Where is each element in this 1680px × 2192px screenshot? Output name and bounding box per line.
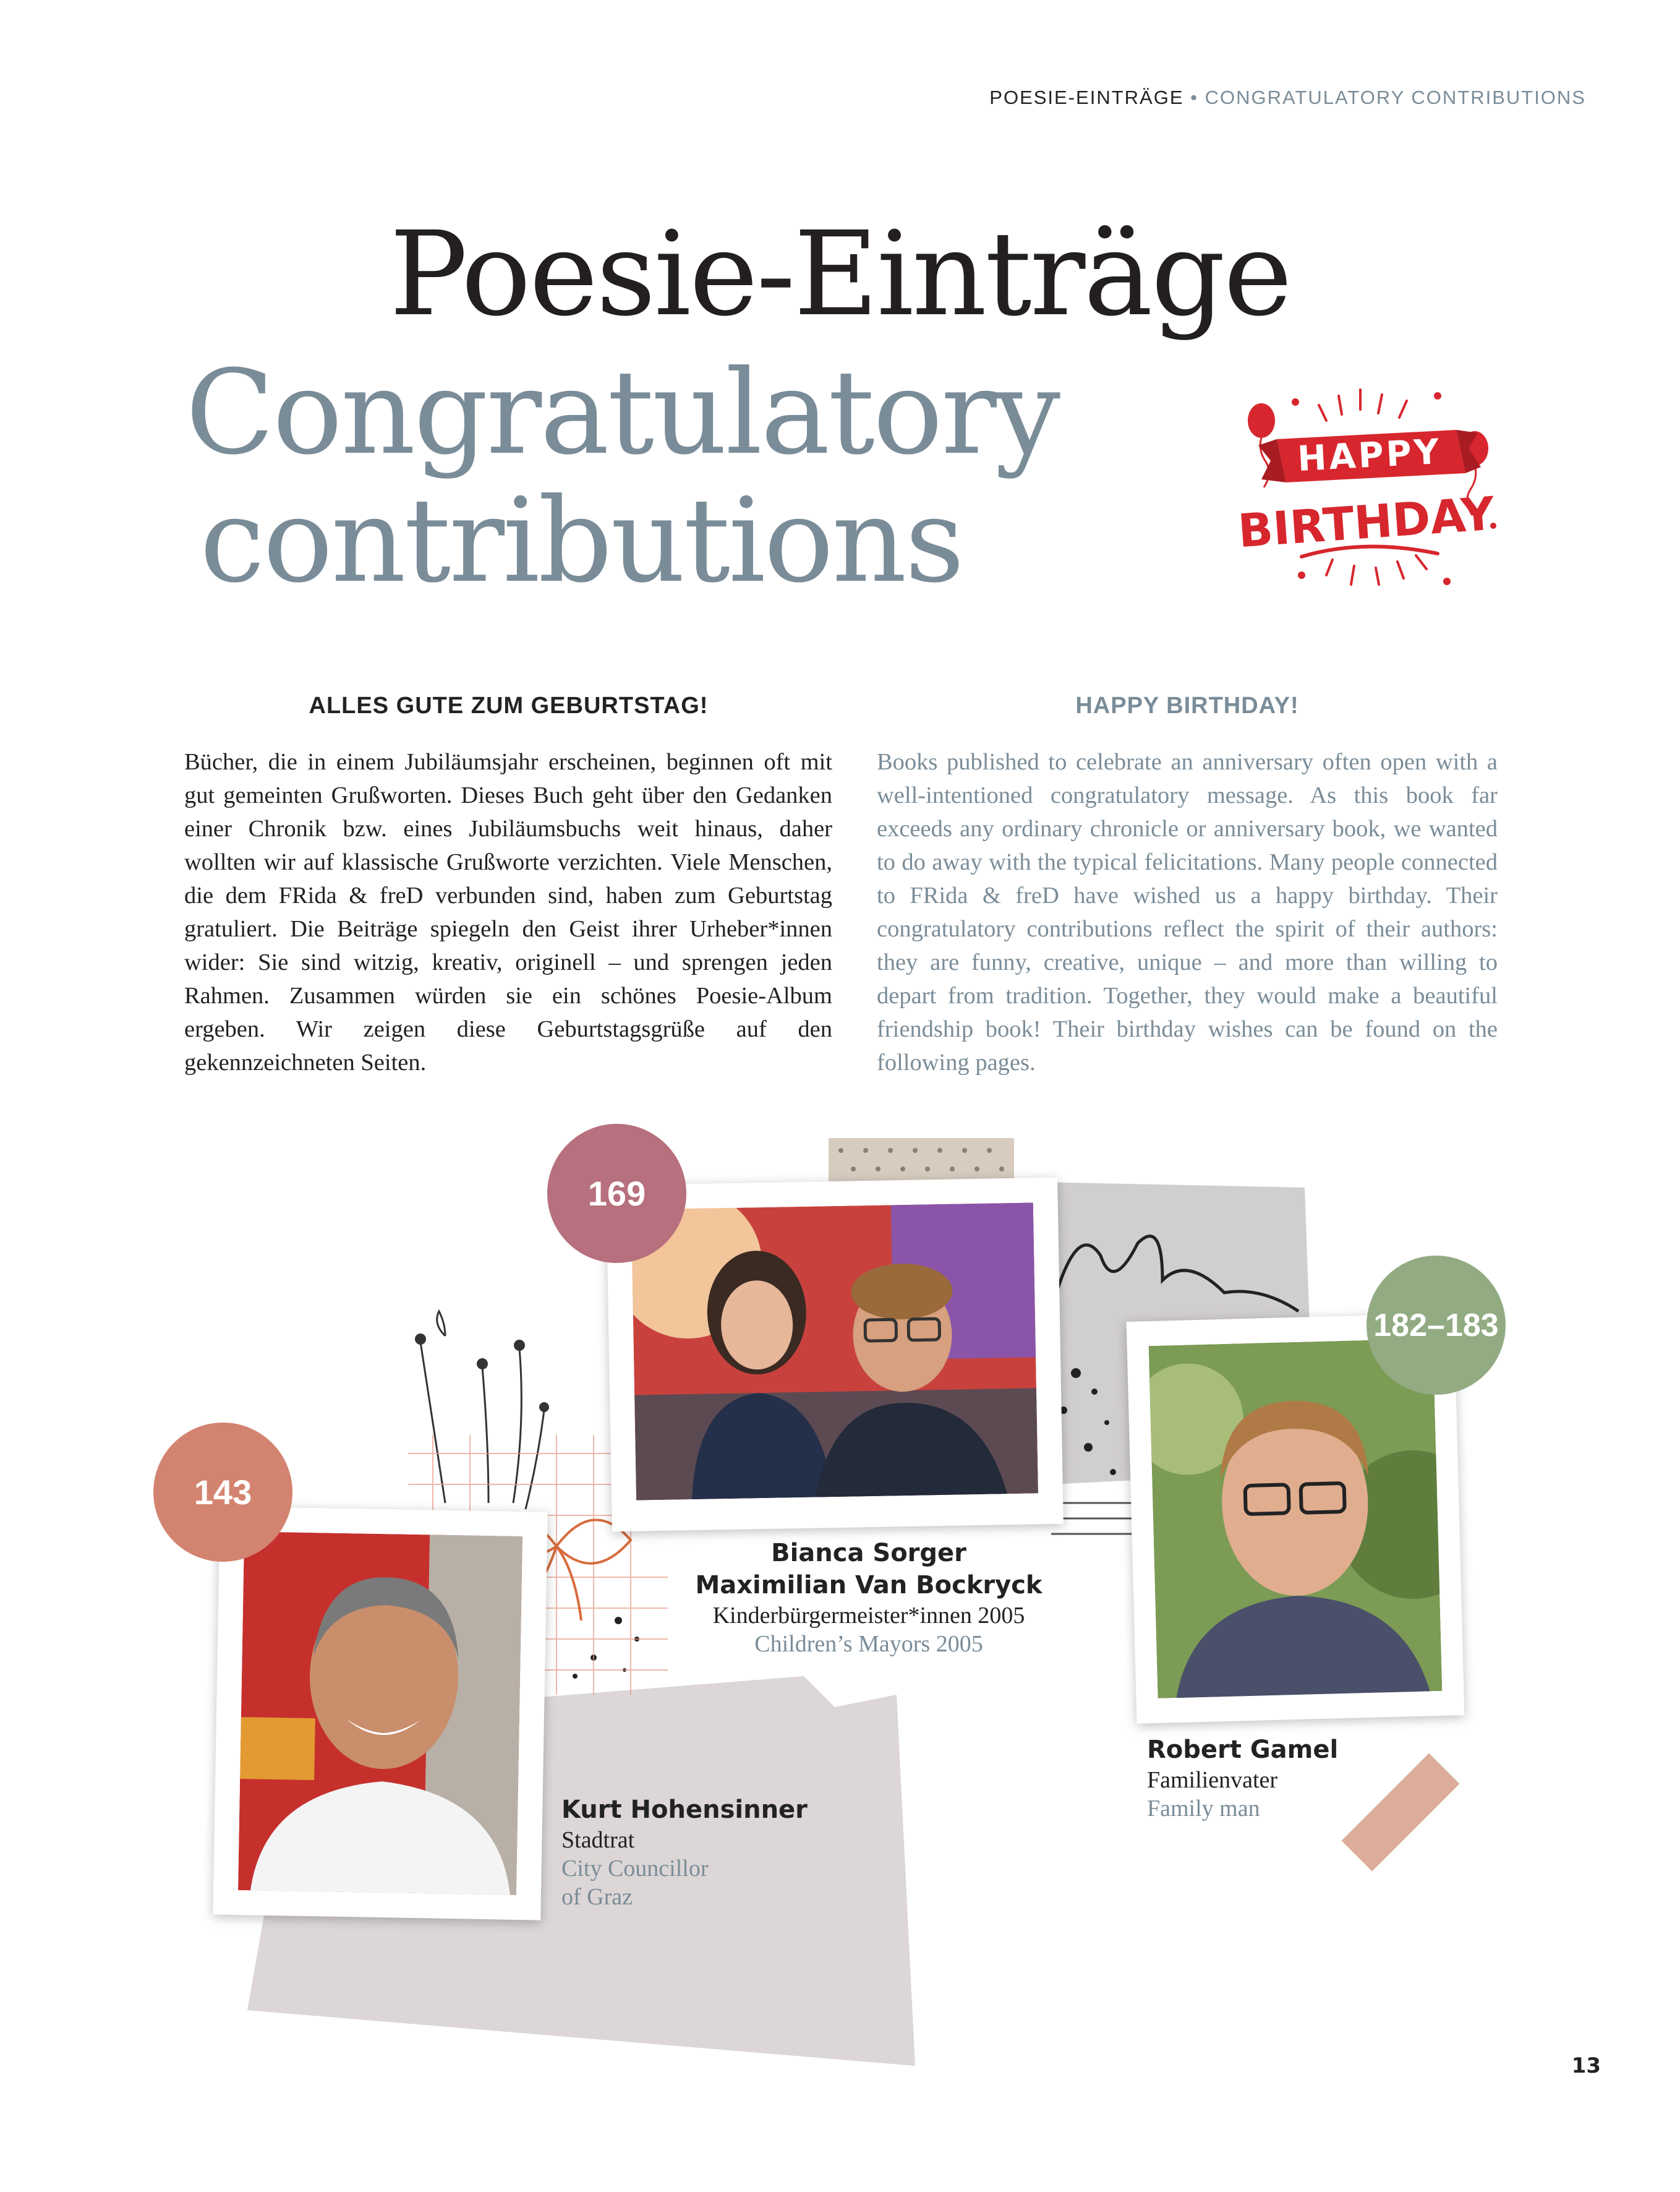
title-english (185, 345, 1059, 609)
title-english-line1: Congratulatory (185, 345, 1059, 481)
photo-bianca-maximilian (631, 1202, 1038, 1500)
body-english: Books published to celebrate an anniversary often open with a well-intentioned congratulatory message. As this book far exceeds any ordinary chronicle or anniversary book, we wanted to do away with the typical felicitations. Many people connected to FRida & freD have wished us a happy birthday. Their congratulatory contributions reflect the spirit of their authors: they are funny, creative, unique – and more than willing to depart from tradition. Together, they would make a beautiful friendship book! Their birthday wishes can be found on the following pages. (877, 749, 1498, 1076)
running-head-de: POESIE-EINTRÄGE (989, 87, 1184, 108)
photo-kurt (238, 1531, 522, 1895)
running-head (989, 87, 1586, 109)
role-de-stadtrat: Stadtrat (561, 1827, 635, 1853)
heading-english: HAPPY BIRTHDAY! (1075, 693, 1299, 719)
running-head-separator: • (1190, 87, 1198, 108)
burst-lines (1319, 390, 1426, 584)
page-badge-143: 143 (153, 1423, 292, 1562)
name-maximilian: Maximilian Van Bockryck (695, 1571, 1043, 1599)
name-robert: Robert Gamel (1147, 1736, 1339, 1764)
photo-frame-kurt (213, 1506, 547, 1920)
page-number: 13 (1571, 2053, 1601, 2078)
heading-german: ALLES GUTE ZUM GEBURTSTAG! (309, 693, 709, 719)
name-kurt: Kurt Hohensinner (561, 1796, 808, 1824)
page-badge-182-183: 182–183 (1367, 1256, 1506, 1395)
role-de-children-mayors: Kinderbürgermeister*innen 2005 (712, 1603, 1025, 1629)
sparkle-icons (1243, 392, 1496, 585)
running-head-en: CONGRATULATORY CONTRIBUTIONS (1205, 87, 1586, 108)
sticker-line2: BIRTHDAY (1236, 487, 1496, 559)
page-badge-169: 169 (547, 1124, 686, 1263)
photo-robert (1149, 1338, 1443, 1698)
role-en-of-graz: of Graz (561, 1884, 633, 1910)
role-en-city-councillor: City Councillor (561, 1856, 709, 1882)
role-en-children-mayors: Children’s Mayors 2005 (754, 1631, 983, 1657)
caption-kurt (561, 1794, 871, 1911)
body-german: Bücher, die in einem Jubiläumsjahr erscheinen, beginnen oft mit gut gemeinten Grußworten. Dieses Buch geht über den Gedanken einer Chronik bzw. eines Jubiläumsbuchs weit hinaus, daher wollten wir auf klassische Grußworte verzichten. Viele Menschen, die dem FRida & freD verbunden sind, haben zum Geburtstag gratuliert. Die Beiträge spiegeln den Geist ihrer Urheber*innen wider: Sie sind witzig, kreativ, originell – und sprengen jeden Rahmen. Zusammen würden sie ein schönes Poesie-Album ergeben. Wir zeigen diese Geburtstagsgrüße auf den gekennzeichneten Seiten. (184, 749, 832, 1076)
caption-robert (1147, 1734, 1456, 1823)
happy-birthday-sticker (1227, 371, 1512, 631)
sticker-line1: HAPPY (1296, 431, 1443, 480)
name-bianca: Bianca Sorger (771, 1539, 966, 1567)
caption-bianca-maximilian (668, 1537, 1070, 1658)
role-en-family-man: Family man (1147, 1796, 1260, 1822)
happy-banner (1258, 430, 1481, 482)
role-de-familienvater: Familienvater (1147, 1767, 1278, 1793)
title-german: Poesie-Einträge (389, 207, 1291, 342)
title-english-line2: contributions (200, 473, 963, 609)
